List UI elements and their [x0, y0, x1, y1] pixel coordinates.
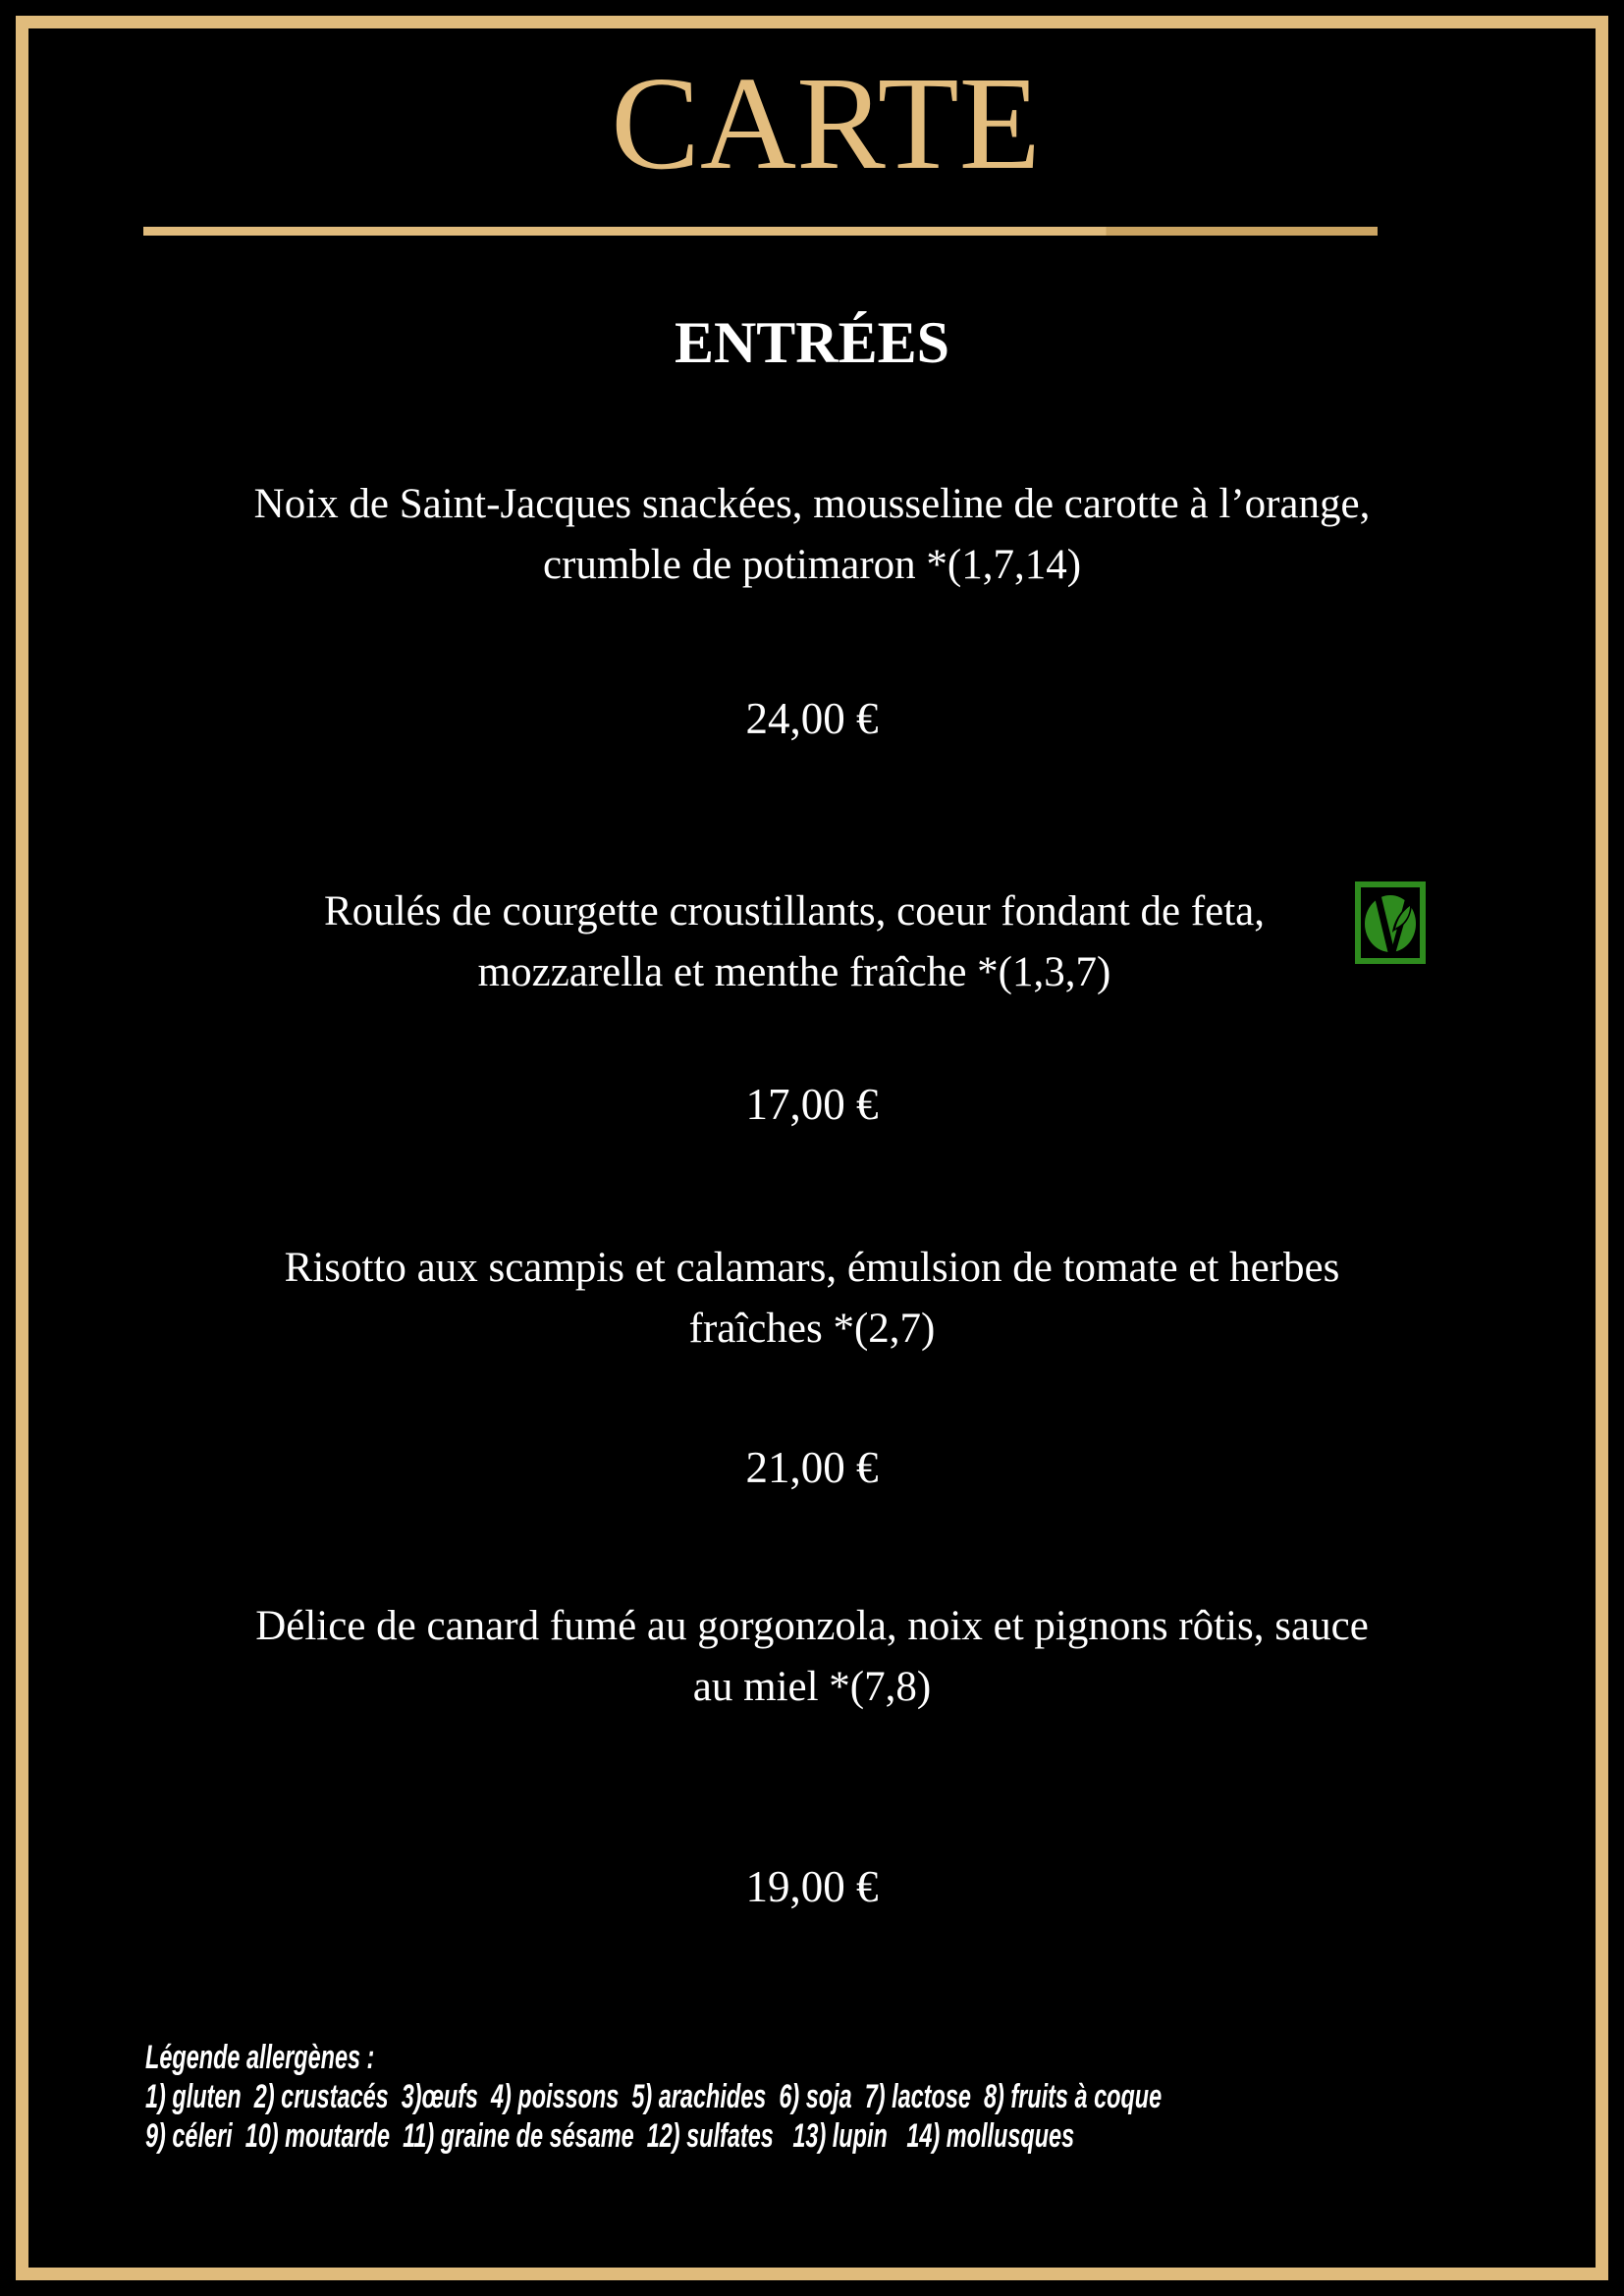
vegetarian-icon [1355, 881, 1426, 964]
dish-line: Délice de canard fumé au gorgonzola, noix et pignons rôtis, sauce [255, 1603, 1369, 1649]
dish-line: mozzarella et menthe fraîche *(1,3,7) [477, 949, 1111, 995]
allergen-legend-line: 9) céleri 10) moutarde 11) graine de sésame 12) sulfates 13) lupin 14) mollusques [145, 2117, 1075, 2155]
dish-price: 21,00 € [745, 1443, 879, 1492]
dish-line: Risotto aux scampis et calamars, émulsion de tomate et herbes [284, 1245, 1340, 1291]
dish-line: fraîches *(2,7) [688, 1306, 936, 1352]
allergen-legend-title: Légende allergènes : [145, 2039, 375, 2076]
dish-line: Roulés de courgette croustillants, coeur fondant de feta, [323, 888, 1266, 934]
dish-risotto-scampis [39, 1238, 1585, 1360]
dish-noix-saint-jacques [39, 474, 1585, 596]
gold-divider-line [143, 227, 1378, 236]
dish-price: 24,00 € [745, 694, 879, 743]
dish-price: 19,00 € [745, 1862, 879, 1911]
dish-roules-courgette [39, 881, 1549, 1003]
dish-delice-canard [39, 1596, 1585, 1718]
section-heading-entrees: ENTRÉES [674, 310, 950, 375]
dish-price: 17,00 € [745, 1080, 879, 1129]
dish-line: Noix de Saint-Jacques snackées, mousseline de carotte à l’orange, [253, 481, 1371, 527]
allergen-legend [145, 2038, 1618, 2156]
allergen-legend-line: 1) gluten 2) crustacés 3)œufs 4) poissons 5) arachides 6) soja 7) lactose 8) fruits à coque [145, 2078, 1163, 2115]
page-title: CARTE [611, 50, 1041, 197]
dish-line: au miel *(7,8) [692, 1664, 932, 1710]
dish-line: crumble de potimaron *(1,7,14) [542, 542, 1082, 588]
